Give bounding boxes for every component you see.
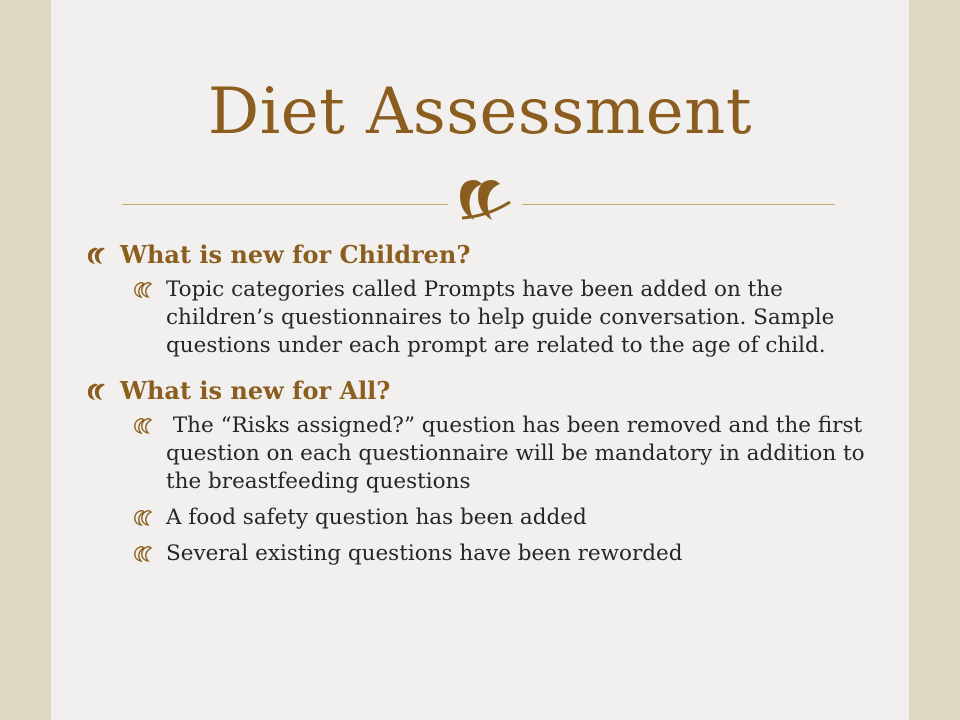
section-heading-children: What is new for Children? [86, 236, 886, 274]
section-heading-all: What is new for All? [86, 372, 886, 410]
double-swash-ornament-icon [448, 172, 522, 228]
sub-bullet-item: The “Risks assigned?” question has been removed and the first question on each questionnaire will be mandatory in addition to the breastfeeding questions [86, 412, 886, 496]
swash-bullet-icon [86, 382, 108, 402]
swash-bullet-icon [132, 510, 154, 526]
bullet-list [86, 236, 886, 568]
swash-bullet-icon [132, 546, 154, 562]
title-rule-right [522, 204, 835, 205]
sub-bullet-item: Topic categories called Prompts have been added on the children’s questionnaires to help guide conversation. Sample questions under each prompt are related to the age of child. [86, 276, 886, 360]
slide-title: Diet Assessment [207, 75, 753, 149]
sub-bullet-item: A food safety question has been added [86, 504, 886, 532]
swash-bullet-icon [132, 282, 154, 298]
title-rule-left [122, 204, 448, 205]
swash-bullet-icon [86, 246, 108, 266]
sub-bullet-item: Several existing questions have been reworded [86, 540, 886, 568]
swash-bullet-icon [132, 418, 154, 434]
